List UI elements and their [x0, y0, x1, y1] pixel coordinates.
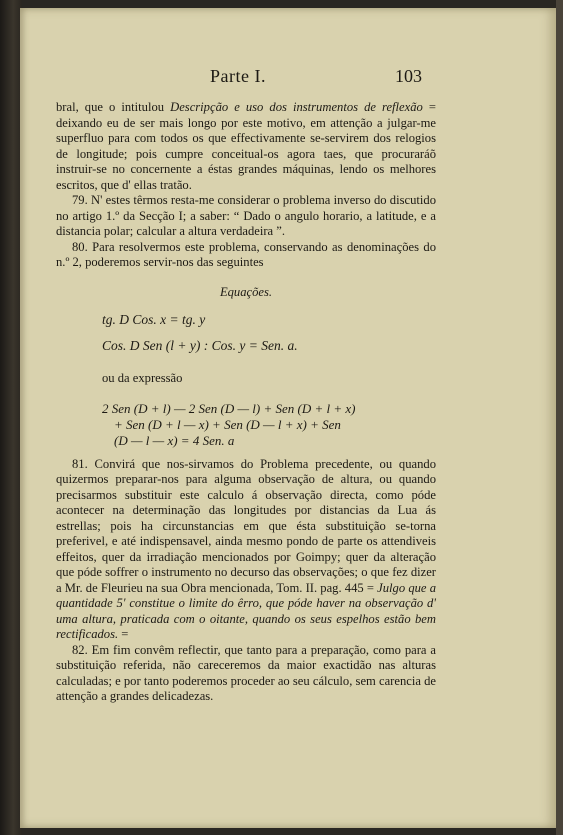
- equation-3-line-1: 2 Sen (D + l) — 2 Sen (D — l) + Sen (D + l + x): [102, 400, 356, 416]
- equation-3-line-3: (D — l — x) = 4 Sen. a: [114, 432, 235, 448]
- page-number: 103: [395, 66, 422, 86]
- book-page: [20, 8, 556, 828]
- book-edge: [556, 0, 563, 835]
- quotation-italic: Julgo que a quantidade 5' constitue o limite do êrro, que póde haver na observação d' uma altura, praticada com o oitante, quando os seus espelhos estão bem rectificados.: [56, 580, 436, 641]
- page-header: [20, 66, 556, 90]
- page-body: [56, 100, 436, 705]
- equation-1: tg. D Cos. x = tg. y: [102, 312, 206, 327]
- book-title-italic: Descripção e uso dos instrumentos de reflexão: [170, 100, 423, 114]
- paragraph-82: 82. Em fim convêm reflectir, que tanto para a preparação, como para a substituição referida, não careceremos da maior exactidão nas alturas calculadas; e por tanto poderemos proceder ao seu cálculo, sem carencia de attenção a grandes delicadezas.: [56, 642, 436, 703]
- or-expression-text: ou da expressão: [102, 371, 183, 385]
- adjacent-page-edge: [0, 0, 22, 835]
- equations-heading: Equações.: [219, 284, 273, 299]
- paragraph-80: 80. Para resolvermos este problema, conservando as denominações do n.º 2, poderemos servir-nos das seguintes: [56, 239, 436, 269]
- paragraph-79: 79. N' estes têrmos resta-me considerar o problema inverso do discutido no artigo 1.º da Secção I; a saber: “ Dado o angulo horario, a latitude, e a distancia polar; calcular a altura verdadeira ”.: [56, 193, 436, 238]
- equation-3-line-2: + Sen (D + l — x) + Sen (D — l + x) + Sen: [114, 416, 341, 432]
- paragraph-continuation: bral, que o intitulou Descripção e uso dos instrumentos de reflexão = deixando eu de ser mais longo por este motivo, em attenção a julgar-me superfluo para com todos os que effectivamente se-servirem dos relogios de longitude; pois cumpre conceitual-os agora taes, que procuraráõ instruir-se no concernente a éstas grandes máquinas, lendo os melhores escritos, que d' ellas tratão.: [56, 100, 436, 192]
- paragraph-81: 81. Convirá que nos-sirvamos do Problema precedente, ou quando quizermos preparar-nos para alguma observação de altura, ou quando precisarmos substituir este calculo á observação directa, como póde acontecer na determinação das longitudes por distancias da Lua ás estrellas; pois ha circunstancias em que ésta substituição se-torna preferivel, e até indispensavel, ainda mesmo pondo de parte os attendiveis effeitos, quer da irradiação mencionados por Goimpy; quer da alteração que póde soffrer o instrumento no decurso das observações; o que fez dizer a Mr. de Fleurieu na sua Obra mencionada, Tom. II. pag. 445 = Julgo que a quantidade 5' constitue o limite do êrro, que póde haver na observação d' uma altura, praticada com o oitante, quando os seus espelhos estão bem rectificados. =: [56, 456, 436, 641]
- equation-2: Cos. D Sen (l + y) : Cos. y = Sen. a.: [102, 337, 298, 353]
- running-title: Parte I.: [210, 66, 266, 86]
- equation-3: [56, 401, 436, 449]
